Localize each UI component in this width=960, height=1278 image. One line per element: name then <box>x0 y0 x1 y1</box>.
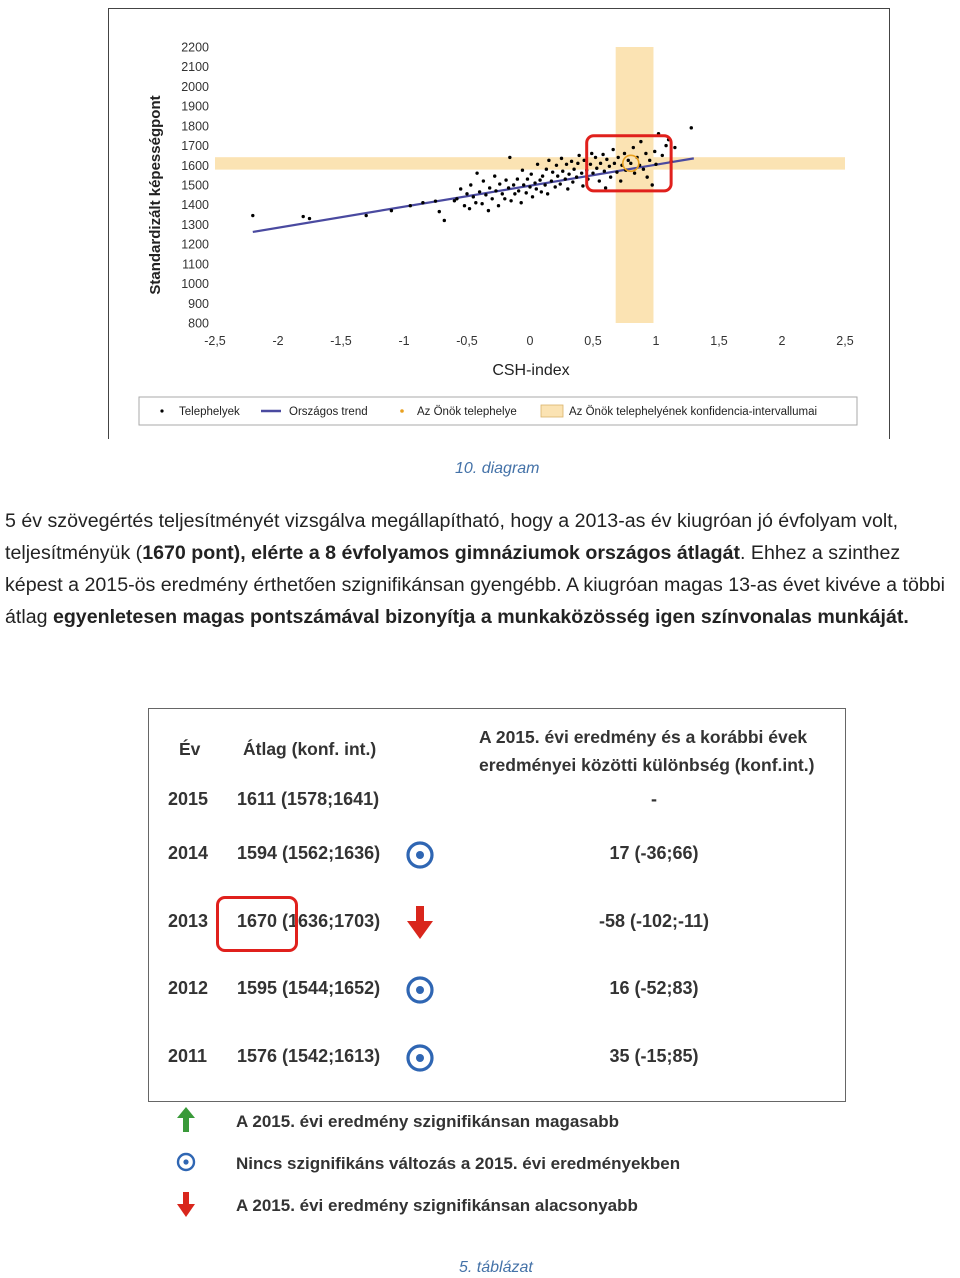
y-tick-label: 1100 <box>182 257 209 272</box>
cell-difference: 16 (-52;83) <box>609 978 699 998</box>
data-point <box>613 162 616 165</box>
highlight-box-2013 <box>216 896 298 952</box>
legend-label: A 2015. évi eredmény szignifikánsan alacsonyabb <box>236 1196 638 1215</box>
x-tick-label: 0,5 <box>584 334 602 348</box>
data-point <box>508 156 511 159</box>
data-point <box>463 204 466 207</box>
data-point <box>521 169 524 172</box>
data-point <box>565 163 568 166</box>
data-point <box>504 178 507 181</box>
cell-difference: -58 (-102;-11) <box>598 911 710 931</box>
legend-dot-icon <box>160 409 163 412</box>
data-point <box>570 160 573 163</box>
data-point <box>604 186 607 189</box>
data-point <box>561 170 564 173</box>
cell-year: 2012 <box>168 978 209 998</box>
paragraph-bold-2: egyenletesen magas pontszámával bizonyítja a munkaközösség igen színvonalas munkáját. <box>52 606 909 628</box>
data-point <box>644 152 647 155</box>
cell-year: 2013 <box>168 911 209 931</box>
data-point <box>308 217 311 220</box>
data-point <box>575 175 578 178</box>
y-tick-label: 1400 <box>181 198 209 213</box>
data-point <box>603 170 606 173</box>
data-point <box>580 171 583 174</box>
confidence-band-vertical <box>616 47 654 323</box>
data-point <box>639 140 642 143</box>
x-tick-label: -1,5 <box>330 334 352 348</box>
data-point <box>251 214 254 217</box>
header-year: Év <box>179 739 201 759</box>
y-tick-label: 1800 <box>181 119 209 134</box>
cell-average: 1611 (1578;1641) <box>237 789 380 809</box>
cell-average: 1576 (1542;1613) <box>237 1046 381 1066</box>
cell-year: 2014 <box>168 843 209 863</box>
data-point <box>664 144 667 147</box>
data-point <box>595 167 598 170</box>
cell-difference: 35 (-15;85) <box>609 1046 699 1066</box>
data-point <box>528 185 531 188</box>
y-tick-label: 2100 <box>181 60 209 75</box>
x-tick-label: 0 <box>526 334 534 348</box>
data-point <box>530 172 533 175</box>
legend-label-trend: Országos trend <box>289 406 368 418</box>
data-point <box>438 210 441 213</box>
data-point <box>474 201 477 204</box>
x-tick-label: 1 <box>652 334 660 348</box>
circle-dot-icon <box>404 1038 436 1078</box>
x-tick-label: 1,5 <box>710 334 728 348</box>
data-point <box>645 175 648 178</box>
data-point <box>564 177 567 180</box>
data-point <box>465 192 468 195</box>
data-point <box>590 152 593 155</box>
data-point <box>591 171 594 174</box>
legend-item-lower <box>172 1190 792 1220</box>
y-tick-label: 1000 <box>181 277 209 292</box>
y-tick-label: 1700 <box>181 139 209 154</box>
data-point <box>475 171 478 174</box>
header-average: Átlag (konf. int.) <box>243 739 377 759</box>
data-point <box>517 189 520 192</box>
x-tick-label: 2,5 <box>836 334 854 348</box>
data-point <box>609 175 612 178</box>
data-point <box>503 197 506 200</box>
data-point <box>560 157 563 160</box>
table-caption: 5. táblázat <box>459 1259 533 1276</box>
data-point <box>550 179 553 182</box>
data-point <box>617 156 620 159</box>
data-point <box>648 159 651 162</box>
data-point <box>513 192 516 195</box>
data-point <box>642 168 645 171</box>
data-point <box>501 192 504 195</box>
y-tick-label: 1500 <box>181 178 209 193</box>
paragraph-text-1: 5 év szövegértés teljesítményét vizsgálva megállapítható, hogy a 2013-as év kiugróan jó évfolyam volt, teljesítményük ( <box>5 510 899 564</box>
data-point <box>519 201 522 204</box>
table-row <box>149 835 845 875</box>
data-point <box>545 168 548 171</box>
data-point <box>497 204 500 207</box>
arrow-up-icon <box>172 1106 200 1136</box>
y-tick-label: 900 <box>188 296 209 311</box>
data-point <box>469 183 472 186</box>
data-point <box>478 190 481 193</box>
data-point <box>533 181 536 184</box>
data-point <box>541 174 544 177</box>
y-tick-label: 1200 <box>181 237 209 252</box>
data-point <box>531 195 534 198</box>
data-point <box>632 146 635 149</box>
data-point <box>455 197 458 200</box>
data-point <box>484 193 487 196</box>
data-point <box>577 154 580 157</box>
cell-difference: - <box>651 789 657 809</box>
data-point <box>627 159 630 162</box>
circle-dot-icon <box>404 970 436 1010</box>
data-point <box>468 207 471 210</box>
data-point <box>540 190 543 193</box>
paragraph-bold-1: 1670 pont), elérte a 8 évfolyamos gimnáziumok országos átlagát <box>142 542 741 564</box>
data-point <box>409 204 412 207</box>
arrow-down-icon <box>172 1190 200 1220</box>
legend-label: A 2015. évi eredmény szignifikánsan magasabb <box>236 1112 619 1131</box>
data-point <box>555 164 558 167</box>
legend-own-site-icon <box>400 409 404 413</box>
data-point <box>556 174 559 177</box>
data-point <box>611 148 614 151</box>
x-tick-label: -1 <box>398 334 410 348</box>
data-point <box>589 163 592 166</box>
data-point <box>567 172 570 175</box>
data-point <box>480 202 483 205</box>
cell-year: 2015 <box>168 789 209 809</box>
data-point <box>605 158 608 161</box>
data-point <box>615 170 618 173</box>
data-point <box>598 179 601 182</box>
data-point <box>572 168 575 171</box>
data-point <box>472 195 475 198</box>
data-point <box>512 183 515 186</box>
cell-difference: 17 (-36;66) <box>609 843 699 863</box>
y-tick-label: 2000 <box>181 79 209 94</box>
table-row <box>149 781 845 821</box>
data-point <box>673 146 676 149</box>
cell-year: 2011 <box>168 1046 208 1066</box>
data-point <box>516 177 519 180</box>
data-point <box>559 182 562 185</box>
legend-label-telephelyek: Telephelyek <box>179 406 240 418</box>
data-point <box>535 187 538 190</box>
data-point <box>493 174 496 177</box>
data-point <box>443 219 446 222</box>
data-point <box>487 209 490 212</box>
data-point <box>566 187 569 190</box>
y-tick-label: 1600 <box>181 158 209 173</box>
data-point <box>538 178 541 181</box>
data-point <box>494 189 497 192</box>
data-point <box>543 183 546 186</box>
diagram-caption: 10. diagram <box>455 460 540 477</box>
y-tick-label: 1300 <box>181 217 209 232</box>
data-point <box>421 201 424 204</box>
data-point <box>629 162 632 165</box>
data-point <box>498 182 501 185</box>
scatter-chart-panel <box>108 8 890 439</box>
data-point <box>365 214 368 217</box>
data-point <box>599 162 602 165</box>
legend-label-own-site: Az Önök telephelye <box>417 406 517 418</box>
data-point <box>690 126 693 129</box>
y-tick-label: 1900 <box>181 99 209 114</box>
data-point <box>547 159 550 162</box>
data-point <box>581 184 584 187</box>
data-point <box>594 156 597 159</box>
legend-label: Nincs szignifikáns változás a 2015. évi eredményekben <box>236 1154 681 1173</box>
circle-dot-icon <box>404 835 436 875</box>
data-point <box>459 187 462 190</box>
data-point <box>491 197 494 200</box>
data-point <box>522 183 525 186</box>
scatter-chart <box>109 9 889 439</box>
x-tick-label: -0,5 <box>456 334 478 348</box>
data-point <box>551 170 554 173</box>
header-difference: A 2015. évi eredmény és a korábbi évek eredményei közötti különbség (konf.int.) <box>479 727 815 775</box>
data-point <box>302 215 305 218</box>
table-row <box>149 970 845 1010</box>
x-axis-label: CSH-index <box>492 362 570 379</box>
chart-legend <box>139 397 857 425</box>
data-point <box>601 153 604 156</box>
paragraph-text-2: . Ehhez a szinthez képest a 2015-ös eredmény érthetően szignifikánsan gyengébb. A kiugróan magas 13-as évet kivéve a többi átlag <box>5 542 946 628</box>
cell-average: 1670 (1636;1703) <box>237 911 381 931</box>
y-tick-label: 800 <box>188 316 209 331</box>
legend-item-higher <box>172 1106 792 1136</box>
data-point <box>536 163 539 166</box>
data-point <box>608 165 611 168</box>
x-tick-label: -2 <box>272 334 284 348</box>
data-point <box>509 199 512 202</box>
confidence-band-horizontal <box>215 157 845 169</box>
data-point <box>390 209 393 212</box>
cell-average: 1594 (1562;1636) <box>237 843 381 863</box>
cell-average: 1595 (1544;1652) <box>237 978 381 998</box>
y-axis-label: Standardizált képességpont <box>147 95 164 295</box>
data-point <box>434 199 437 202</box>
x-tick-label: -2,5 <box>204 334 226 348</box>
data-point <box>554 185 557 188</box>
data-point <box>525 191 528 194</box>
legend-item-no-change <box>172 1148 792 1178</box>
data-point <box>661 154 664 157</box>
data-point <box>633 171 636 174</box>
data-point <box>654 163 657 166</box>
data-point <box>619 179 622 182</box>
data-point <box>507 186 510 189</box>
data-point <box>651 183 654 186</box>
data-point <box>576 162 579 165</box>
table-row <box>149 1038 845 1078</box>
data-point <box>546 192 549 195</box>
data-point <box>653 150 656 153</box>
y-tick-label: 2200 <box>181 40 209 55</box>
legend-band-icon <box>541 405 563 417</box>
body-paragraph <box>5 505 960 633</box>
data-point <box>526 177 529 180</box>
arrow-down-icon <box>404 903 436 943</box>
circle-dot-icon <box>172 1148 200 1178</box>
legend-label-confidence: Az Önök telephelyének konfidencia-intervallumai <box>569 406 818 418</box>
data-point <box>571 180 574 183</box>
data-point <box>488 186 491 189</box>
x-tick-label: 2 <box>778 334 786 348</box>
data-point <box>623 152 626 155</box>
data-point <box>482 179 485 182</box>
